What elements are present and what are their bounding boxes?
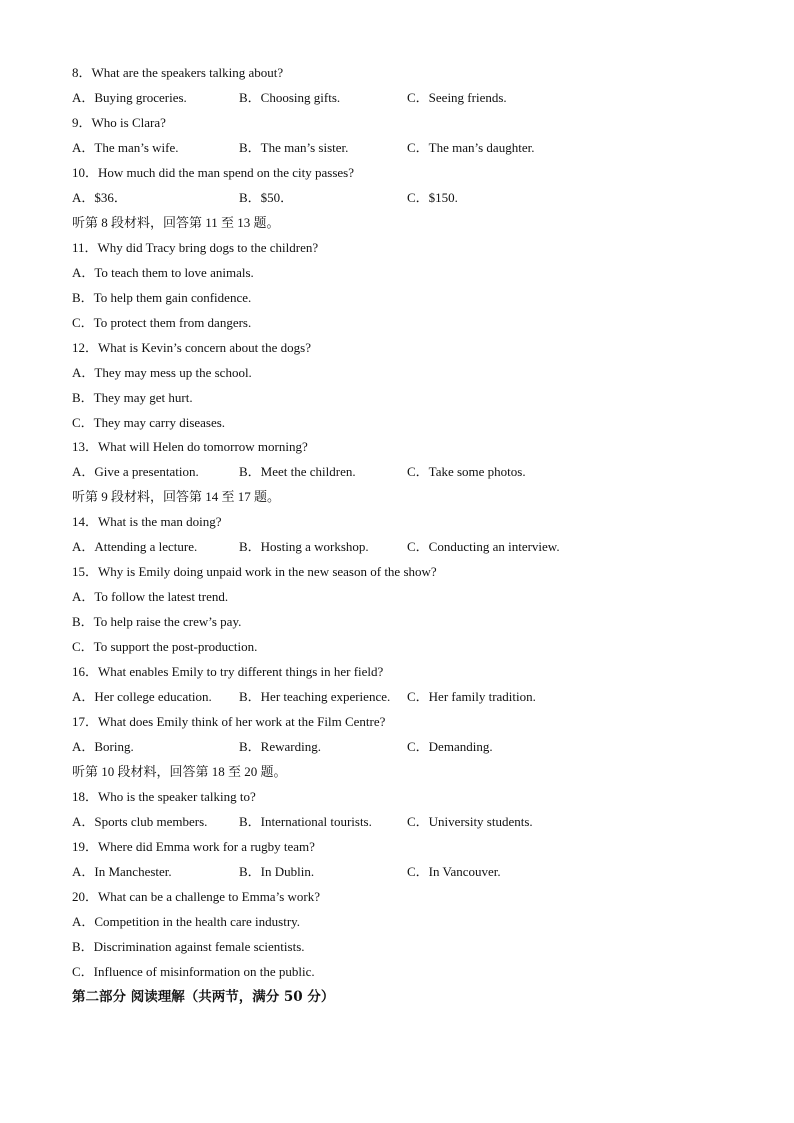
option-a: A．Give a presentation.: [72, 464, 199, 479]
section-instruction-8: 听第 8 段材料，回答第 11 至 13 题。: [72, 215, 280, 230]
question-stem-18: 18．Who is the speaker talking to?: [72, 789, 256, 804]
option-a: A．Sports club members.: [72, 814, 208, 829]
option-b: B．Her teaching experience.: [239, 689, 391, 704]
option-b: B．To help them gain confidence.: [72, 290, 252, 305]
option-b: B．Meet the children.: [239, 464, 356, 479]
option-b: B．The man’s sister.: [239, 140, 349, 155]
option-c: C．In Vancouver.: [407, 864, 501, 879]
question-stem-20: 20．What can be a challenge to Emma’s work?: [72, 889, 320, 904]
question-stem-11: 11．Why did Tracy bring dogs to the children?: [72, 240, 319, 255]
option-c: C．Conducting an interview.: [407, 539, 560, 554]
option-b: B．To help raise the crew’s pay.: [72, 614, 242, 629]
question-stem-10: 10．How much did the man spend on the city passes?: [72, 165, 354, 180]
question-stem-14: 14．What is the man doing?: [72, 514, 222, 529]
option-a: A．To follow the latest trend.: [72, 589, 229, 604]
option-c: C．To support the post-production.: [72, 639, 258, 654]
option-b: B．They may get hurt.: [72, 390, 193, 405]
option-b: B．Hosting a workshop.: [239, 539, 369, 554]
question-stem-19: 19．Where did Emma work for a rugby team?: [72, 839, 315, 854]
option-b: B．$50．: [239, 190, 294, 205]
option-c: C．Influence of misinformation on the public.: [72, 964, 315, 979]
option-c: C．$150.: [407, 190, 458, 205]
option-c: C．University students.: [407, 814, 533, 829]
option-a: A．Competition in the health care industry.: [72, 914, 301, 929]
option-a: A．Buying groceries.: [72, 90, 187, 105]
question-stem-8: 8．What are the speakers talking about?: [72, 65, 284, 80]
option-c: C．Demanding.: [407, 739, 493, 754]
option-a: A．To teach them to love animals.: [72, 265, 254, 280]
question-stem-9: 9．Who is Clara?: [72, 115, 166, 130]
option-a: A．They may mess up the school.: [72, 365, 252, 380]
option-b: B．International tourists.: [239, 814, 372, 829]
option-a: A．The man’s wife.: [72, 140, 179, 155]
question-stem-16: 16．What enables Emily to try different things in her field?: [72, 664, 384, 679]
question-stem-13: 13．What will Helen do tomorrow morning?: [72, 439, 308, 454]
option-a: A．Attending a lecture.: [72, 539, 198, 554]
option-a: A．Boring.: [72, 739, 134, 754]
question-stem-17: 17．What does Emily think of her work at the Film Centre?: [72, 714, 386, 729]
section-instruction-10: 听第 10 段材料，回答第 18 至 20 题。: [72, 764, 287, 779]
option-a: A．Her college education.: [72, 689, 212, 704]
option-c: C．Take some photos.: [407, 464, 526, 479]
option-c: C．Her family tradition.: [407, 689, 536, 704]
question-stem-15: 15．Why is Emily doing unpaid work in the new season of the show?: [72, 564, 437, 579]
option-c: C．To protect them from dangers.: [72, 315, 252, 330]
option-b: B．In Dublin.: [239, 864, 315, 879]
question-stem-12: 12．What is Kevin’s concern about the dogs?: [72, 340, 311, 355]
option-a: A．In Manchester.: [72, 864, 172, 879]
option-c: C．Seeing friends.: [407, 90, 507, 105]
option-b: B．Choosing gifts.: [239, 90, 341, 105]
option-b: B．Rewarding.: [239, 739, 321, 754]
part-two-heading: 第二部分 阅读理解（共两节，满分 50 分）: [72, 989, 335, 1005]
option-c: C．They may carry diseases.: [72, 415, 226, 430]
option-c: C．The man’s daughter.: [407, 140, 535, 155]
option-a: A．$36．: [72, 190, 127, 205]
section-instruction-9: 听第 9 段材料，回答第 14 至 17 题。: [72, 489, 281, 504]
option-b: B．Discrimination against female scientists.: [72, 939, 305, 954]
